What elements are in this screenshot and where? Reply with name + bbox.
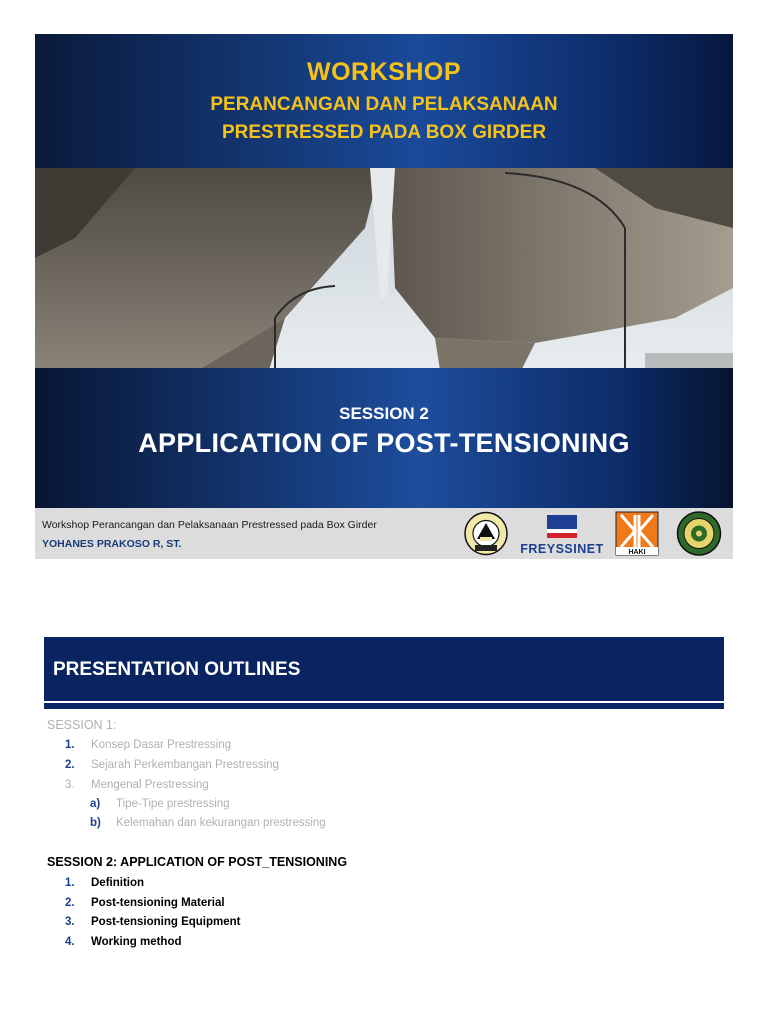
usu-civil-logo <box>463 511 509 556</box>
haki-logo <box>615 511 659 556</box>
usu-logo-icon <box>463 511 509 556</box>
slide-footer <box>35 508 733 559</box>
freyssinet-flag-icon <box>517 511 607 541</box>
title-slide <box>35 34 733 559</box>
workshop-subtitle-line1: PERANCANGAN DAN PELAKSANAAN <box>210 94 558 115</box>
seal-icon <box>675 511 723 556</box>
session-banner <box>35 368 733 508</box>
session-label: SESSION 2 <box>339 404 429 423</box>
header-underline <box>44 703 724 709</box>
footer-workshop-name: Workshop Perancangan dan Pelaksanaan Prestressed pada Box Girder <box>42 519 377 531</box>
box-girder-bridge-photo <box>35 168 733 402</box>
haki-logo-icon <box>615 511 659 556</box>
outline-header-bar <box>44 637 724 701</box>
session-title: APPLICATION OF POST-TENSIONING <box>138 428 630 458</box>
svg-text:HAKI: HAKI <box>628 549 646 556</box>
footer-presenter-name: YOHANES PRAKOSO R, ST. <box>42 538 182 550</box>
session2-heading: SESSION 2: APPLICATION OF POST_TENSIONING <box>47 855 348 869</box>
freyssinet-wordmark: FREYSSINET <box>520 542 604 556</box>
outline-title: PRESENTATION OUTLINES <box>53 659 301 680</box>
workshop-title: WORKSHOP <box>307 58 461 86</box>
workshop-subtitle-line2: PRESTRESSED PADA BOX GIRDER <box>221 122 547 143</box>
title-banner <box>35 34 733 168</box>
session1-heading: SESSION 1: <box>47 718 117 732</box>
university-seal-logo <box>675 511 723 556</box>
freyssinet-logo <box>517 511 607 556</box>
outline-slide: PRESENTATION OUTLINES SESSION 1: 1. Konsep Dasar Prestressing 2. Sejarah Perkembangan Prestressing 3. Mengenal Prestressing a) Tipe-Tipe prestressing b) Kelemahan dan kekurangan prestressing SESSION 2: APPLICATION OF POST_TENSIONING 1. Definition 2. Post-tensioning Material 3. Post-tensioning Equipment 4. Working method <box>35 637 733 1017</box>
bridge-photo-illustration <box>35 168 733 402</box>
